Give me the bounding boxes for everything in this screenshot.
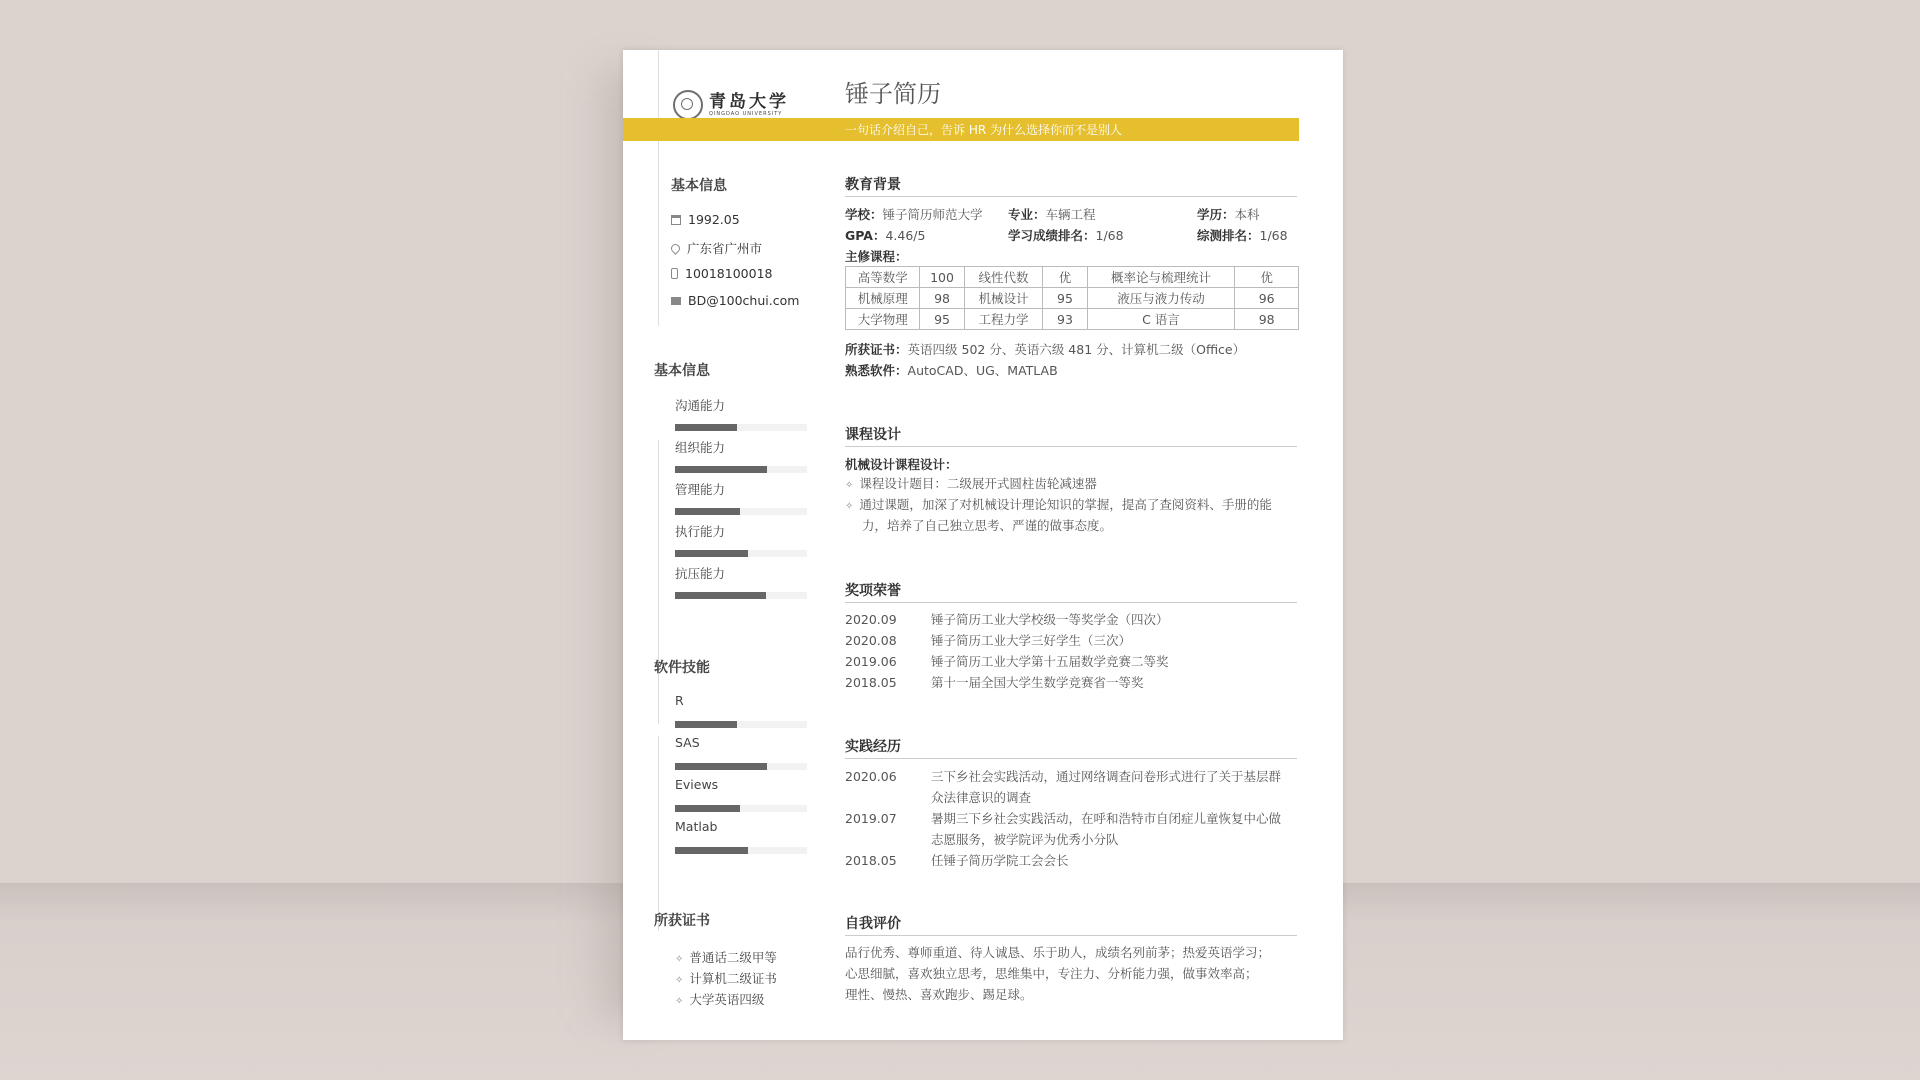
ability-label: 执行能力 [675,524,726,539]
self-eval-title: 自我评价 [845,916,901,932]
award-desc: 锤子简历工业大学校级一等奖学金（四次） [931,612,1169,627]
email-text: BD@100chui.com [688,293,800,308]
practice-desc [931,808,1297,850]
ability-label: 组织能力 [675,440,726,455]
diamond-bullet-icon: ✧ [845,480,854,491]
course-cell: 概率论与梳理统计 [1087,267,1235,288]
award-date: 2020.08 [845,633,897,648]
software-bar-track [675,805,807,812]
practice-desc [931,766,1297,808]
practice-date: 2018.05 [845,853,897,868]
school-value: 锤子简历师范大学 [882,207,983,222]
award-date: 2018.05 [845,675,897,690]
software-title: 软件技能 [654,660,710,676]
rank-field: 学习成绩排名：1/68 [1008,228,1124,243]
self-eval-line: 理性、慢热、喜欢跑步、踢足球。 [845,987,1033,1002]
ability-bar-track [675,424,807,431]
software-label: Eviews [675,777,719,792]
location-icon [669,242,682,255]
award-desc: 锤子简历工业大学三好学生（三次） [931,633,1132,648]
courses-label: 主修课程： [845,249,908,264]
logo-name-en: QINGDAO UNIVERSITY [709,111,783,117]
cert-value: 英语四级 502 分、英语六级 481 分、计算机二级（Office） [907,342,1246,357]
software-bar-track [675,847,807,854]
course-cell: 机械设计 [964,288,1043,309]
section-divider [845,758,1297,759]
ability-bar-fill [675,550,748,557]
course-cell: 100 [920,267,964,288]
ability-label: 抗压能力 [675,566,726,581]
ability-bar-fill [675,466,767,473]
course-cell: 线性代数 [964,267,1043,288]
software-bar-fill [675,721,737,728]
course-design-bullet-cont: 力，培养了自己独立思考、严谨的做事态度。 [862,518,1113,533]
resume-page [623,50,1343,1040]
phone-row [671,266,772,281]
degree-value: 本科 [1234,207,1260,222]
ability-label: 管理能力 [675,482,726,497]
course-cell: 95 [920,309,964,330]
ability-bar-fill [675,508,740,515]
award-desc: 第十一届全国大学生数学竞赛省一等奖 [931,675,1144,690]
rank-value: 1/68 [1095,228,1124,243]
mail-icon [671,297,681,305]
practice-date: 2019.07 [845,811,897,826]
location-text: 广东省广州市 [687,241,763,256]
ability-bar-track [675,508,807,515]
course-design-bullet: ✧ 通过课题，加深了对机械设计理论知识的掌握，提高了查阅资料、手册的能 [845,497,1272,512]
abilities-title: 基本信息 [654,363,710,379]
ability-bar-track [675,592,807,599]
phone-text: 10018100018 [685,266,773,281]
education-title: 教育背景 [845,177,901,193]
courses-table [845,266,1299,330]
course-cell: 大学物理 [846,309,920,330]
course-cell: 93 [1043,309,1087,330]
course-cell: 优 [1235,267,1299,288]
software-bar-fill [675,805,740,812]
major-value: 车辆工程 [1045,207,1096,222]
practice-desc [931,850,1297,871]
cert-line: 所获证书：英语四级 502 分、英语六级 481 分、计算机二级（Office） [845,342,1246,357]
cert-item: ✧ 大学英语四级 [675,990,764,1008]
software-label: SAS [675,735,700,750]
gpa-value: 4.46/5 [885,228,926,243]
ability-bar-fill [675,424,737,431]
software-bar-track [675,721,807,728]
university-seal-icon [673,90,703,120]
software-label: Matlab [675,819,718,834]
course-cell: 95 [1043,288,1087,309]
software-bar-track [675,763,807,770]
self-eval-line: 心思细腻，喜欢独立思考，思维集中，专注力、分析能力强，做事效率高； [845,966,1258,981]
course-design-title: 课程设计 [845,427,901,443]
software-bar-fill [675,763,767,770]
sidebar-divider [658,50,659,326]
course-row [846,309,1299,330]
cert-item: ✧ 普通话二级甲等 [675,948,777,966]
practice-row [845,850,1297,892]
course-design-bullet: ✧ 课程设计题目：二级展开式圆柱齿轮减速器 [845,476,1097,491]
self-eval-line: 品行优秀、尊师重道、待人诚恳、乐于助人，成绩名列前茅；热爱英语学习； [845,945,1271,960]
sidebar-divider [658,440,659,724]
course-cell: 98 [920,288,964,309]
software-value: AutoCAD、UG、MATLAB [907,363,1058,378]
section-divider [845,446,1297,447]
software-line: 熟悉软件：AutoCAD、UG、MATLAB [845,363,1058,378]
phone-icon [671,268,678,279]
resume-name: 锤子简历 [845,80,941,108]
ability-bar-track [675,550,807,557]
course-cell: 工程力学 [964,309,1043,330]
major-field: 专业：车辆工程 [1008,207,1096,222]
practice-date: 2020.06 [845,769,897,784]
award-desc: 锤子简历工业大学第十五届数学竞赛二等奖 [931,654,1169,669]
course-row [846,288,1299,309]
location-row [671,239,762,257]
diamond-bullet-icon: ✧ [845,501,854,512]
overall-rank-field: 综测排名：1/68 [1197,228,1288,243]
section-divider [845,935,1297,936]
ability-bar-fill [675,592,766,599]
school-field: 学校：锤子简历师范大学 [845,207,983,222]
ability-label: 沟通能力 [675,398,726,413]
course-cell: 机械原理 [846,288,920,309]
slogan-text: 一句话介绍自己，告诉 HR 为什么选择你而不是别人 [845,123,1122,137]
ability-bar-track [675,466,807,473]
course-cell: C 语言 [1087,309,1235,330]
software-label: R [675,693,684,708]
award-date: 2020.09 [845,612,897,627]
cert-item: ✧ 计算机二级证书 [675,969,777,987]
course-cell: 98 [1235,309,1299,330]
gpa-field: GPA：4.46/5 [845,228,926,243]
practice-line: 任锤子简历学院工会会长 [931,853,1069,868]
course-row [846,267,1299,288]
logo-name-cn: 青岛大学 [709,92,789,112]
calendar-icon [671,215,681,225]
slogan-bar [623,118,1299,141]
section-divider [845,602,1297,603]
birth-date: 1992.05 [688,212,740,227]
basic-info-title: 基本信息 [671,178,727,194]
course-cell: 96 [1235,288,1299,309]
course-cell: 高等数学 [846,267,920,288]
email-row [671,293,799,308]
overall-rank-value: 1/68 [1259,228,1288,243]
course-cell: 优 [1043,267,1087,288]
degree-field: 学历：本科 [1197,207,1260,222]
software-bar-fill [675,847,748,854]
sidebar-divider [658,736,659,931]
certs-title: 所获证书 [654,913,710,929]
section-divider [845,196,1297,197]
practice-line: 志愿服务，被学院评为优秀小分队 [931,832,1119,847]
birth-row [671,212,740,227]
awards-title: 奖项荣誉 [845,583,901,599]
practice-line: 众法律意识的调查 [931,790,1032,805]
course-cell: 液压与液力传动 [1087,288,1235,309]
practice-line: 三下乡社会实践活动，通过网络调查问卷形式进行了关于基层群 [931,769,1282,784]
course-design-subtitle: 机械设计课程设计： [845,457,958,472]
practice-row [845,766,1297,808]
practice-line: 暑期三下乡社会实践活动，在呼和浩特市自闭症儿童恢复中心做 [931,811,1282,826]
award-date: 2019.06 [845,654,897,669]
practice-row [845,808,1297,850]
practice-title: 实践经历 [845,739,901,755]
